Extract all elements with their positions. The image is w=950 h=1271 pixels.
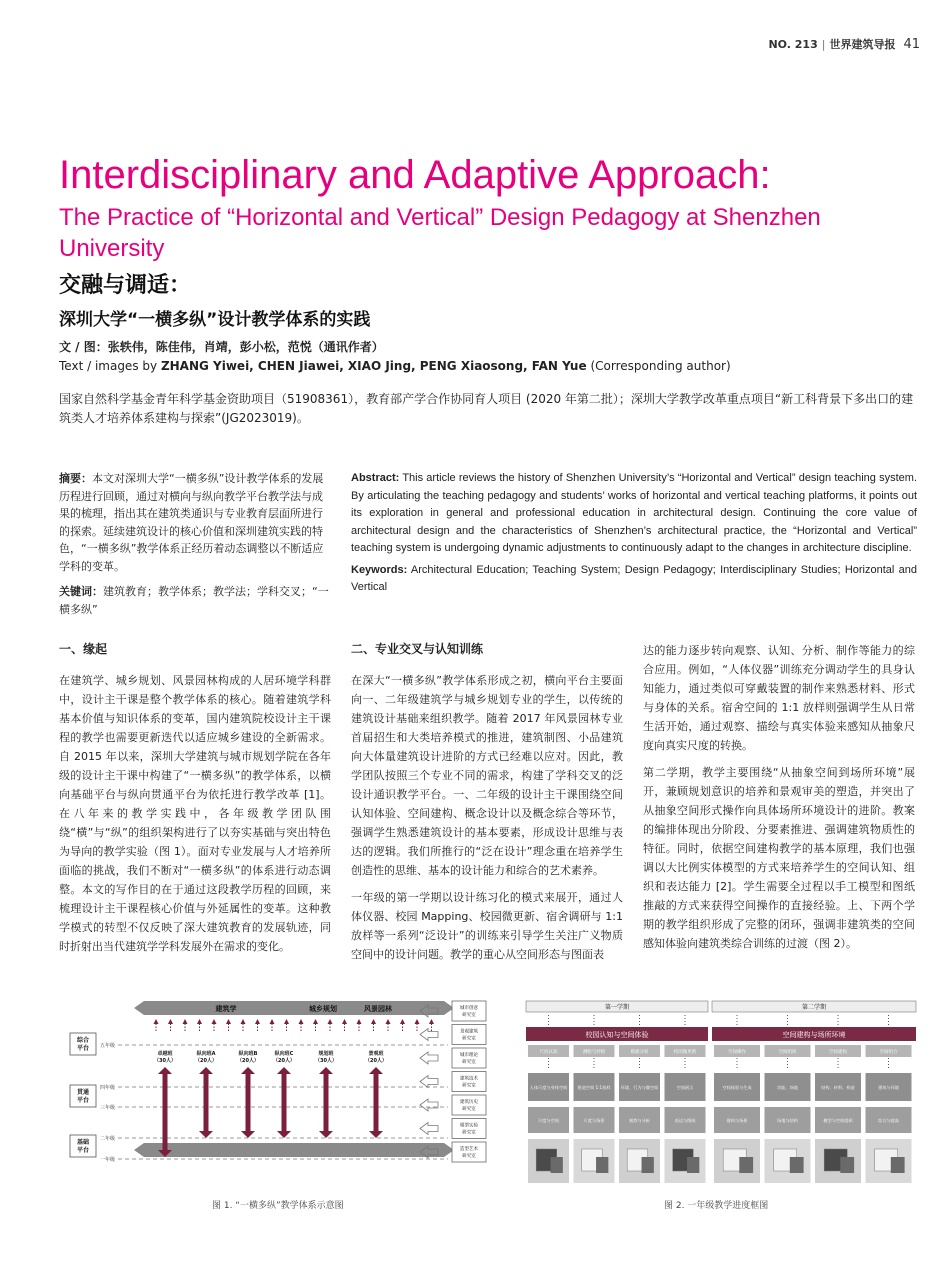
fig2-row3-label: 尺度与场景 — [583, 1118, 605, 1123]
abstract-cn-label: 摘要： — [59, 472, 92, 485]
fig2-row2-label: 结构、材料、构造 — [821, 1085, 855, 1090]
studio-size: （20人） — [273, 1058, 295, 1064]
body-column-1 — [59, 640, 331, 964]
fig2-row3-label: 观察与分析 — [629, 1118, 650, 1123]
fig2-row3-label: 建构与场景 — [726, 1118, 748, 1123]
fig2-photo-model-shadow — [739, 1157, 753, 1173]
figure-1-diagram — [68, 997, 498, 1175]
figure-2-photo-strip — [528, 1139, 912, 1183]
platform-label-comprehensive-2: 平台 — [76, 1045, 90, 1052]
center-name: 城市创意 — [460, 1006, 478, 1011]
section-1-heading: 一、缘起 — [59, 642, 108, 656]
center-suffix: 研究室 — [462, 1130, 476, 1136]
studio-size: （30人） — [315, 1058, 337, 1064]
center-box — [452, 1048, 486, 1068]
studio-size: （20人） — [237, 1058, 259, 1064]
author-block — [59, 338, 731, 376]
studio-arrow-shaft — [324, 1073, 329, 1132]
fig2-photo-model-shadow — [790, 1157, 804, 1173]
keywords-en-text: Architectural Education; Teaching System; Design Pedagogy; Interdisciplinary Studies; Horizontal and Vertical — [351, 563, 917, 593]
fig2-row3-label: 综合与提高 — [878, 1118, 899, 1123]
center-suffix: 研究室 — [462, 1107, 476, 1112]
center-name: 城市理论 — [460, 1053, 478, 1058]
keywords-cn-label: 关键词： — [59, 585, 103, 598]
center-name: 建筑历史 — [460, 1100, 478, 1105]
fig2-row2-label: 功能、场地 — [777, 1085, 798, 1090]
fig2-photo-model-shadow — [891, 1157, 905, 1173]
authors-en-prefix: Text / images by — [59, 359, 158, 373]
fig2-photo-model-shadow — [687, 1157, 699, 1173]
fig2-photo-model-shadow — [642, 1157, 654, 1173]
center-suffix: 研究室 — [462, 1060, 476, 1065]
top-label-planning: 城乡规划 — [309, 1005, 337, 1013]
fig2-row1-label: 校园微更新 — [673, 1050, 697, 1055]
platform-label-through-2: 平台 — [76, 1097, 90, 1104]
phase-1-label: 校园认知与空间体验 — [585, 1031, 649, 1039]
fig2-photo-model-shadow — [551, 1157, 563, 1173]
studio-size: （30人） — [154, 1058, 176, 1064]
fig2-row2-label: 环境、行为与微空间 — [620, 1085, 659, 1090]
center-name: 模型实验 — [460, 1123, 478, 1129]
abstract-en-body — [351, 470, 917, 558]
figure-2-diagram — [524, 997, 918, 1187]
center-name: 景观建筑 — [460, 1029, 478, 1035]
english-title-main: Interdisciplinary and Adaptive Approach: — [59, 153, 771, 197]
center-box — [452, 1142, 486, 1162]
chinese-title — [59, 270, 370, 334]
abstract-cn-body — [59, 470, 331, 575]
center-name: 建筑技术 — [460, 1076, 478, 1082]
keywords-en — [351, 562, 917, 597]
header-separator: | — [821, 37, 826, 51]
fig2-row3-label: 尺度与空间 — [538, 1118, 559, 1123]
center-box — [452, 1095, 486, 1115]
authors-cn-prefix: 文 / 图： — [59, 340, 108, 354]
fig2-row2-label: 空间展示 — [676, 1085, 694, 1090]
figure-1-bottom-bar — [144, 1143, 444, 1157]
year-label-5: 五年级 — [100, 1043, 116, 1049]
fig2-row3-label: 场地与结构 — [777, 1118, 798, 1123]
semester-1-label: 第一学期 — [604, 1004, 630, 1011]
top-label-architecture: 建筑学 — [215, 1005, 237, 1013]
year-label-3: 三年级 — [100, 1105, 116, 1111]
fig2-row2-label: 空间体验与生成 — [722, 1085, 752, 1090]
abstract-en-label: Abstract: — [351, 472, 400, 484]
english-title — [59, 150, 919, 264]
fig2-row2-label: 人体尺度与身体空间 — [529, 1085, 568, 1090]
fig2-row3-label: 模型与空间组织 — [823, 1118, 853, 1123]
platform-label-foundation-1: 基础 — [76, 1139, 90, 1146]
platform-label-comprehensive-1: 综合 — [76, 1037, 90, 1044]
fig2-row1-label: 空间组合 — [879, 1050, 898, 1055]
section-3-paragraph-1: 达的能力逐步转向观察、认知、分析、制作等能力的综合应用。例如，“人体仪器”训练充分调动学生的具身认知能力，通过类似可穿戴装置的制作来熟悉材料、形式与身体的关系。宿舍空间的 1:1 放样则强调学生从日常生活开始，通过观察、描绘与真实体验来感知从抽象尺度向真实尺度的转换。 — [643, 644, 915, 752]
figure-2-caption: 图 2. 一年级教学进度框图 — [664, 1201, 769, 1211]
studio-name: 卓越班 — [157, 1051, 173, 1057]
authors-cn-names: 张轶伟，陈佳伟，肖靖，彭小松，范悦（通讯作者） — [107, 340, 384, 354]
fig2-row2-label: 建筑与环境 — [878, 1085, 899, 1090]
studio-name: 纵向班B — [238, 1051, 258, 1057]
studio-name: 景观班 — [368, 1051, 384, 1057]
section-2-paragraph-1: 在深大“一横多纵”教学体系形成之初，横向平台主要面向一、二年级建筑学与城乡规划专业的学生，以传统的建筑设计基础来组织教学。随着 2017 年风景园林专业首届招生和大类培养模式的推进，建筑制图、小品建筑向大体量建筑设计进阶的方式已经难以应对。因此，教学团队按照三个专业不同的需求，构建了学科交叉的泛设计通识教学平台。一、二年级的设计主干课围绕空间认知体验、空间建构、概念设计以及概念综合等环节，强调学生熟悉建筑设计的基本要素，形成设计思维与表达的逻辑。我们所推行的“泛在设计”理念重在培养学生创造性的思维、基本的设计能力和综合的艺术素养。 — [351, 674, 623, 877]
fig2-photo-model-shadow — [596, 1157, 608, 1173]
fig2-row1-label: 测绘与抄绘 — [582, 1050, 606, 1055]
phase-2-label: 空间建构与场所环境 — [782, 1031, 846, 1039]
fig2-row1-label: 空间组织 — [778, 1050, 797, 1055]
figure-1-top-bar — [144, 1001, 444, 1015]
center-suffix: 研究室 — [462, 1083, 476, 1089]
fig2-row1-label: 尺度认知 — [539, 1050, 558, 1055]
studio-size: （20人） — [365, 1058, 387, 1064]
top-label-landscape: 风景园林 — [364, 1005, 392, 1013]
studio-arrow-shaft — [246, 1073, 251, 1132]
center-suffix: 研究室 — [462, 1154, 476, 1159]
chinese-title-sub: 深圳大学“一横多纵”设计教学体系的实践 — [59, 310, 371, 330]
funding-note: 国家自然科学基金青年科学基金资助项目（51908361），教育部产学合作协同育人项目 (2020 年第二批）；深圳大学教学改革重点项目“新工科背景下多出口的建筑类人才培养体系建构与探索”(JG2023019)。 — [59, 392, 914, 425]
platform-label-through-1: 贯通 — [76, 1089, 90, 1096]
fig2-row2-label: 建造空间 1:1放样 — [577, 1085, 611, 1090]
studio-name: 规划班 — [318, 1051, 334, 1057]
semester-2-label: 第二学期 — [801, 1004, 827, 1011]
abstract-cn-text: 本文对深圳大学“一横多纵”设计教学体系的发展历程进行回顾，通过对横向与纵向教学平台教学法与成果的梳理，指出其在建筑类通识与专业教育层面所进行的探索。延续建筑设计的核心价值和深圳建筑实践的特色，“一横多纵”教学体系正经历着动态调整以不断适应学科的变革。 — [59, 472, 324, 573]
fig2-row3-label: 表达与图纸 — [674, 1118, 696, 1123]
fig2-photo-model-shadow — [840, 1157, 854, 1173]
center-box — [452, 1119, 486, 1139]
fig2-row1-label: 空间建构 — [829, 1050, 847, 1055]
platform-label-foundation-2: 平台 — [76, 1147, 90, 1154]
abstract-en — [351, 470, 917, 597]
authors-cn — [59, 338, 731, 357]
authors-en-names: ZHANG Yiwei, CHEN Jiawei, XIAO Jing, PENG Xiaosong, FAN Yue — [160, 359, 587, 373]
figure-1-caption: 图 1. “一横多纵”教学体系示意图 — [212, 1201, 344, 1211]
center-box — [452, 1072, 486, 1092]
body-column-3 — [643, 641, 915, 961]
keywords-cn-text: 建筑教育；教学体系；教学法；学科交叉；“一横多纵” — [59, 585, 329, 616]
center-box — [452, 1001, 486, 1021]
studio-arrow-shaft — [204, 1073, 209, 1132]
chinese-title-main: 交融与调适： — [59, 273, 192, 298]
section-1-paragraph: 在建筑学、城乡规划、风景园林构成的人居环境学科群中，设计主干课是整个教学体系的核心。随着建筑学科基本价值与知识体系的变革，国内建筑院校设计主干课程的教学也需要更新迭代以适应城乡建设的全新需求。自 2015 年以来，深圳大学建筑与城市规划学院在各年级的设计主干课中构建了“一横多纵”的教学体系，以横向基础平台与纵向贯通平台为依托进行教学改革 [1]。在八年来的教学实践中，各年级教学团队围绕“横”与“纵”的组织架构进行了以夯实基础与突出特色为导向的教学实验（图 1）。面对专业发展与人才培养所面临的挑战，我们不断对“一横多纵”的体系进行动态调整。本文的写作目的在于通过这段教学历程的回顾，来梳理设计主干课程核心价值与外延属性的变革。这种教学模式的转型不仅反映了深大建筑教育的发展轨迹，同时折射出当代建筑学学科发展外在需求的变化。 — [59, 674, 331, 953]
keywords-en-label: Keywords: — [351, 563, 408, 576]
abstract-cn — [59, 470, 331, 618]
keywords-cn — [59, 583, 331, 618]
running-header — [768, 36, 920, 52]
page-number: 41 — [903, 36, 920, 52]
section-3-paragraph-2: 第二学期，教学主要围绕“从抽象空间到场所环境”展开，兼顾规划意识的培养和景观审美的塑造，并突出了从抽象空间形式操作向具体场所环境设计的进阶。教案的编排体现出分阶段、分要素推进、强调建筑物质性的特征。同时，依据空间建构教学的基本原理，我们也强调以大比例实体模型的方式来培养学生的空间认知、组织和表达能力 [2]。学生需要全过程以手工模型和图纸推敲的方式来获得空间操作的直接经验。上、下两个学期的教学组织形成了完整的闭环，强调非建筑类的空间感知体验向建筑类综合训练的过渡（图 2）。 — [643, 766, 915, 950]
section-2-paragraph-2: 一年级的第一学期以设计练习化的模式来展开，通过人体仪器、校园 Mapping、校园微更新、宿舍调研与 1:1 放样等一系列“泛设计”的训练来引导学生关注广义物质空间中的设计问题。教学的重心从空间形态与图面表 — [351, 891, 623, 961]
journal-name: 世界建筑导报 — [829, 38, 896, 51]
center-name: 造型艺术 — [460, 1147, 478, 1152]
abstract-en-text: This article reviews the history of Shenzhen University’s “Horizontal and Vertical” design teaching system. By articulating the teaching pedagogy and students’ works of horizontal and vertical teaching platforms, it points out its exploration in general and professional education in architectural design. Continuing the core value of architectural design and the characteristics of Shenzhen’s architectural practice, the “Horizontal and Vertical” teaching system is undergoing dynamic adjustments to continuously adapt to the changes in architecture discipline. — [351, 472, 918, 554]
studio-arrow-shaft — [282, 1073, 287, 1132]
center-box — [452, 1025, 486, 1045]
section-2-heading: 二、专业交叉与认知训练 — [351, 642, 484, 656]
authors-en — [59, 357, 731, 376]
fig2-row1-label: 模板分析 — [630, 1050, 649, 1055]
authors-en-suffix: (Corresponding author) — [590, 359, 731, 373]
studio-arrow-shaft — [374, 1073, 379, 1132]
center-suffix: 研究室 — [462, 1013, 476, 1018]
year-label-2: 二年级 — [100, 1136, 116, 1142]
issue-number: NO. 213 — [768, 37, 818, 51]
studio-size: （20人） — [195, 1058, 217, 1064]
body-column-2 — [351, 640, 623, 972]
studio-name: 纵向班A — [196, 1051, 216, 1057]
english-title-sub: The Practice of “Horizontal and Vertical” Design Pedagogy at Shenzhen University — [59, 204, 821, 262]
studio-arrow-shaft — [163, 1073, 168, 1151]
fig2-row1-label: 空间操作 — [728, 1050, 746, 1055]
year-label-4: 四年级 — [100, 1085, 116, 1091]
year-label-1: 一年级 — [100, 1157, 116, 1163]
studio-name: 纵向班C — [274, 1051, 294, 1057]
center-suffix: 研究室 — [462, 1036, 476, 1042]
